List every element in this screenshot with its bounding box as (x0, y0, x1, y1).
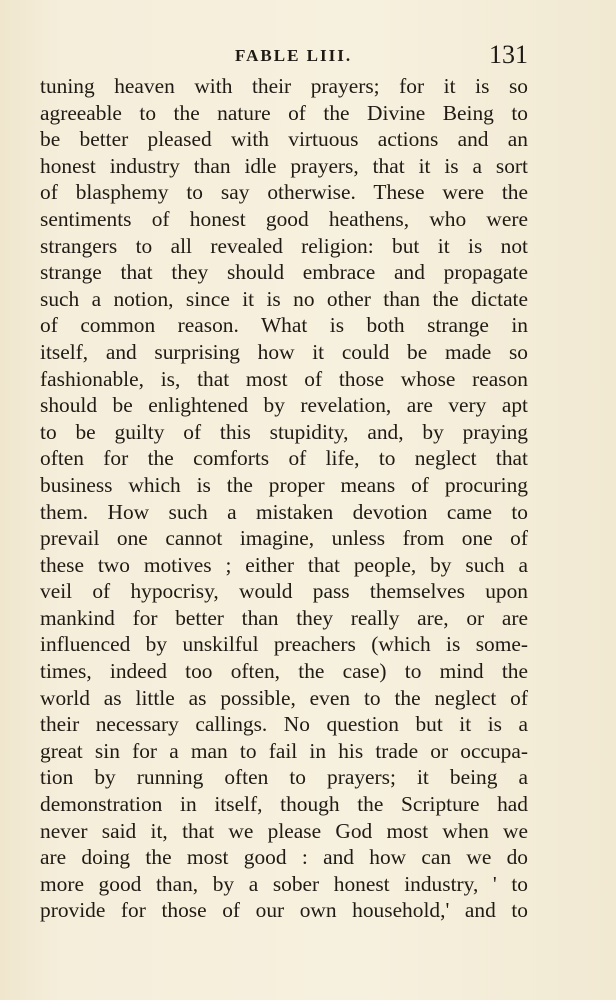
text-line: times, indeed too often, the case) to mind the (40, 659, 528, 684)
text-line: fashionable, is, that most of those whose reason (40, 366, 528, 391)
text-line: be better pleased with virtuous actions and an (40, 127, 528, 152)
body-text (40, 73, 528, 924)
page-number: 131 (489, 40, 528, 69)
text-line: prevail one cannot imagine, unless from one of (40, 526, 528, 551)
text-line: sentiments of honest good heathens, who were (40, 206, 528, 231)
text-line: of common reason. What is both strange in (40, 313, 528, 338)
text-line: such a notion, since it is no other than the dictate (40, 286, 528, 311)
running-title: FABLE LIII. (235, 46, 353, 65)
text-line: itself, and surprising how it could be made so (40, 339, 528, 364)
text-line: strangers to all revealed religion: but it is not (40, 233, 528, 258)
text-line: tuning heaven with their prayers; for it is so (40, 74, 528, 98)
text-line: provide for those of our own household,' and to (40, 898, 528, 923)
text-line: mankind for better than they really are, or are (40, 605, 528, 630)
text-line: tion by running often to prayers; it being a (40, 765, 528, 790)
text-line: these two motives ; either that people, by such a (40, 552, 528, 577)
text-line: business which is the proper means of procuring (40, 472, 528, 497)
text-line: veil of hypocrisy, would pass themselves upon (40, 579, 528, 604)
text-line: their necessary callings. No question but it is a (40, 712, 528, 737)
text-line: them. How such a mistaken devotion came to (40, 499, 528, 524)
text-line: of blasphemy to say otherwise. These were the (40, 180, 528, 205)
running-head (0, 40, 616, 76)
text-line: should be enlightened by revelation, are very apt (40, 393, 528, 418)
text-line: are doing the most good : and how can we do (40, 845, 528, 870)
text-line: never said it, that we please God most when we (40, 818, 528, 843)
text-line: great sin for a man to fail in his trade or occupa- (40, 738, 528, 763)
text-line: often for the comforts of life, to neglect that (40, 446, 528, 471)
text-line: world as little as possible, even to the neglect of (40, 685, 528, 710)
text-line: strange that they should embrace and propagate (40, 260, 528, 285)
text-line: to be guilty of this stupidity, and, by praying (40, 419, 528, 444)
text-line: agreeable to the nature of the Divine Being to (40, 100, 528, 125)
text-line: more good than, by a sober honest industry, ' to (40, 871, 528, 896)
text-line: honest industry than idle prayers, that it is a sort (40, 153, 528, 178)
text-line: influenced by unskilful preachers (which is some- (40, 632, 528, 657)
text-line: demonstration in itself, though the Scripture had (40, 792, 528, 817)
